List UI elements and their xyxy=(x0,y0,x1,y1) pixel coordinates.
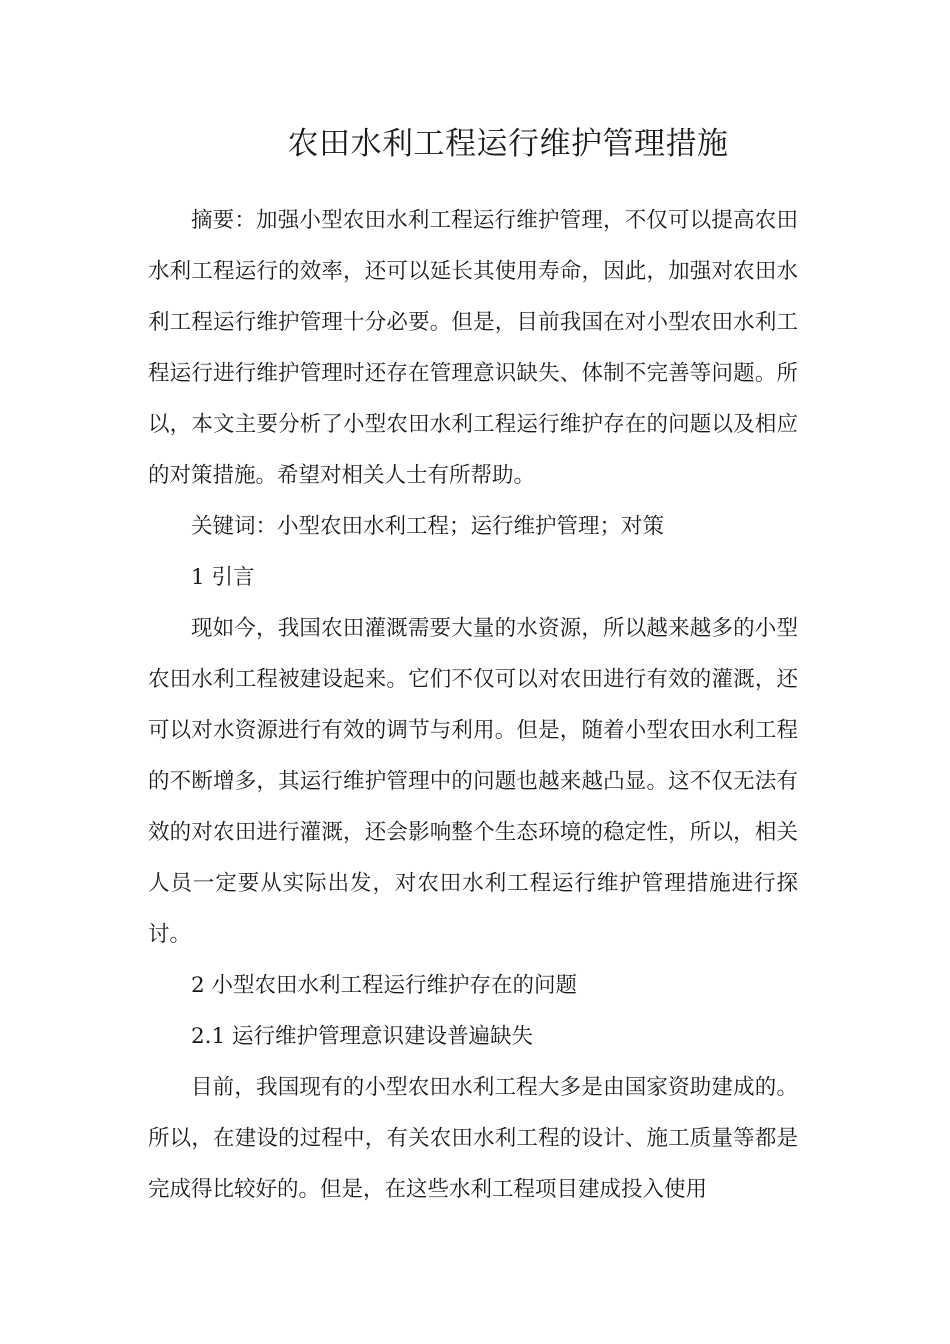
abstract-paragraph: 摘要：加强小型农田水利工程运行维护管理，不仅可以提高农田水利工程运行的效率，还可以延长其使用寿命，因此，加强对农田水利工程运行维护管理十分必要。但是，目前我国在对小型农田水利工程运行进行维护管理时还存在管理意识缺失、体制不完善等问题。所以，本文主要分析了小型农田水利工程运行维护存在的问题以及相应的对策措施。希望对相关人士有所帮助。 xyxy=(148,208,798,488)
keywords-paragraph: 关键词：小型农田水利工程；运行维护管理；对策 xyxy=(191,514,665,539)
document-title: 农田水利工程运行维护管理措施 xyxy=(287,126,729,162)
introduction-paragraph: 现如今，我国农田灌溉需要大量的水资源，所以越来越多的小型农田水利工程被建设起来。它们不仅可以对农田进行有效的灌溉，还可以对水资源进行有效的调节与利用。但是，随着小型农田水利工程的不断增多，其运行维护管理中的问题也越来越凸显。这不仅无法有效的对农田进行灌溉，还会影响整个生态环境的稳定性，所以，相关人员一定要从实际出发，对农田水利工程运行维护管理措施进行探讨。 xyxy=(148,616,798,947)
document-body xyxy=(148,195,798,1215)
section-heading-introduction: 1 引言 xyxy=(191,565,255,590)
awareness-paragraph: 目前，我国现有的小型农田水利工程大多是由国家资助建成的。所以，在建设的过程中，有关农田水利工程的设计、施工质量等都是完成得比较好的。但是，在这些水利工程项目建成投入使用 xyxy=(148,1075,798,1202)
section-heading-problems: 2 小型农田水利工程运行维护存在的问题 xyxy=(191,973,578,998)
subsection-heading-awareness: 2.1 运行维护管理意识建设普遍缺失 xyxy=(191,1024,534,1049)
